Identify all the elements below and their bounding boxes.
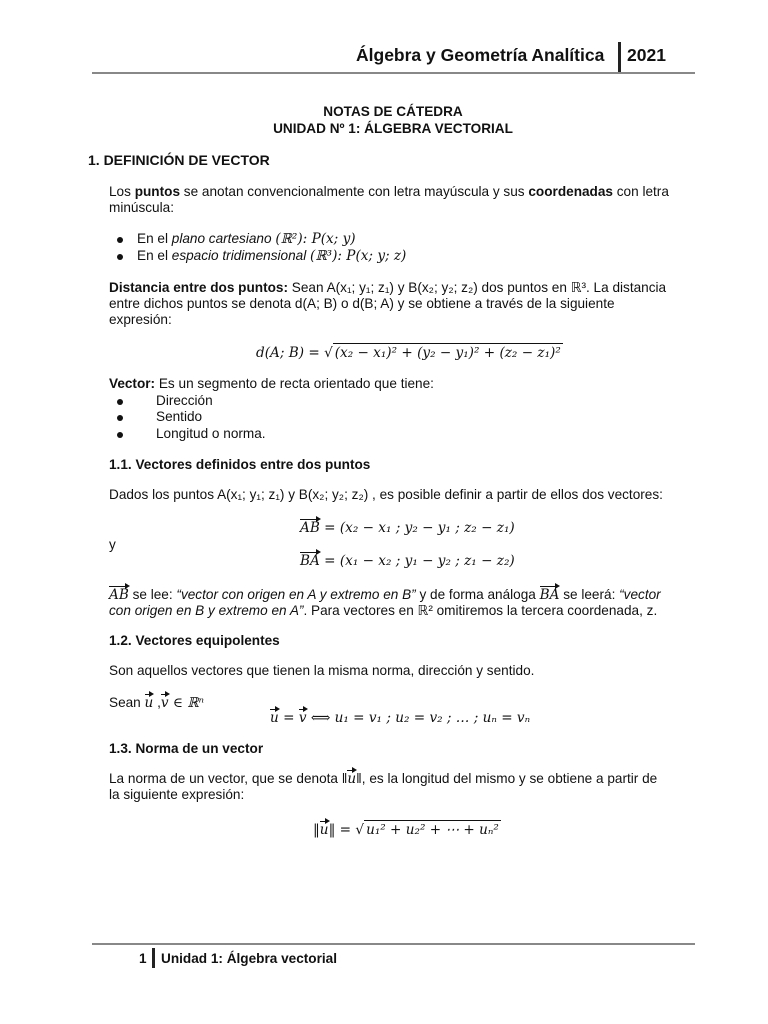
doc-title-1: NOTAS DE CÁTEDRA	[323, 104, 463, 119]
section-1-1-text: Dados los puntos A(x₁; y₁; z₁) y B(x₂; y₂; z₂) , es posible definir a partir de ellos dos vectores:	[109, 487, 663, 502]
equipolent-equation: u = v ⟺ u₁ = v₁ ; u₂ = v₂ ; … ; uₙ = vₙ	[270, 710, 531, 726]
equation-ab: AB = (x₂ − x₁ ; y₂ − y₁ ; z₂ − z₁)	[300, 520, 515, 536]
header-divider	[618, 42, 621, 74]
vector-item-longitud: Longitud o norma.	[156, 426, 266, 441]
section-1-3-text: La norma de un vector, que se denota ‖u‖, es la longitud del mismo y se obtiene a partir de la siguiente expresión:	[109, 771, 658, 802]
footer-page-number: 1	[139, 951, 147, 966]
section-1-3-heading: 1.3. Norma de un vector	[109, 741, 264, 756]
vector-item-direccion: Dirección	[156, 393, 213, 408]
bullet-icon	[117, 415, 123, 421]
header-title: Álgebra y Geometría Analítica	[356, 45, 605, 65]
footer-title: Unidad 1: Álgebra vectorial	[161, 951, 338, 966]
bullet-icon	[117, 432, 123, 438]
vector-item-sentido: Sentido	[156, 409, 203, 424]
sean-line: Sean u ,v ∈ ℝⁿ	[109, 695, 205, 711]
bullet-icon	[117, 237, 123, 243]
norm-formula: ‖u‖ = √ u₁² + u₂² + ⋯ + uₙ²	[313, 822, 499, 838]
vector-reading-note: AB se lee: “vector con origen en A y extremo en B” y de forma análoga BA se leerá: “vector con origen en B y extremo en A”. Para vectores en ℝ² omitiremos la tercera coordenada, z.	[109, 587, 661, 618]
and-label: y	[109, 537, 116, 552]
vector-definition: Vector: Es un segmento de recta orientado que tiene:	[109, 376, 434, 391]
equation-ba: BA = (x₁ − x₂ ; y₁ − y₂ ; z₁ − z₂)	[300, 553, 515, 569]
footer-divider	[152, 948, 155, 968]
doc-title-2: UNIDAD Nº 1: ÁLGEBRA VECTORIAL	[273, 121, 513, 136]
section-1-2-heading: 1.2. Vectores equipolentes	[109, 633, 280, 648]
footer-rule	[92, 943, 695, 945]
bullet-plano: En el plano cartesiano (ℝ²): P(x; y)	[137, 231, 356, 247]
header-year: 2021	[627, 45, 666, 65]
section-1-heading: 1. DEFINICIÓN DE VECTOR	[88, 152, 270, 168]
section-1-2-text: Son aquellos vectores que tienen la misma norma, dirección y sentido.	[109, 663, 535, 678]
distance-formula: d(A; B) = √ (x₂ − x₁)² + (y₂ − y₁)² + (z₂ − z₁)²	[256, 345, 561, 361]
section-1-1-heading: 1.1. Vectores definidos entre dos puntos	[109, 457, 371, 472]
bullet-icon	[117, 254, 123, 260]
bullet-espacio: En el espacio tridimensional (ℝ³): P(x; y; z)	[137, 248, 407, 264]
distance-paragraph: Distancia entre dos puntos: Sean A(x₁; y₁; z₁) y B(x₂; y₂; z₂) dos puntos en ℝ³. La distancia entre dichos puntos se denota d(A; B) o d(B; A) y se obtiene a través de la siguiente expresión:	[109, 280, 667, 327]
bullet-icon	[117, 399, 123, 405]
section-1-intro: Los puntos se anotan convencionalmente con letra mayúscula y sus coordenadas con letra minúscula:	[109, 184, 669, 215]
header-rule	[92, 72, 695, 74]
